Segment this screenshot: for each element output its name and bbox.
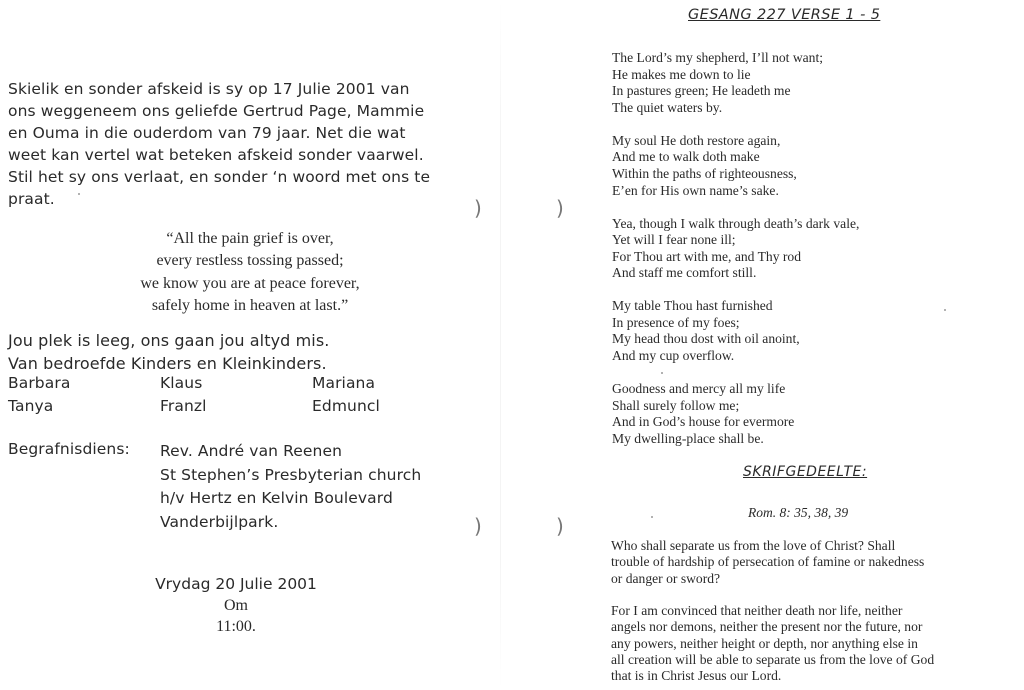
intro-line: weet kan vertel wat beteken afskeid sonder vaarwel. bbox=[8, 146, 424, 164]
scripture-reference: Rom. 8: 35, 38, 39 bbox=[748, 505, 849, 520]
service-line: St Stephen’s Presbyterian church bbox=[160, 465, 422, 484]
service-line: h/v Hertz en Kelvin Boulevard bbox=[160, 489, 393, 507]
intro-line: Skielik en sonder afskeid is sy op 17 Julie 2001 van bbox=[8, 80, 410, 98]
hymn-verse bbox=[612, 133, 859, 199]
hymn-verse bbox=[612, 216, 859, 282]
verse-line: My head thou dost with oil anoint, bbox=[612, 331, 800, 347]
family-name: Tanya bbox=[8, 397, 54, 415]
service-line: Vanderbijlpark. bbox=[160, 512, 279, 531]
verse-line: He makes me down to lie bbox=[612, 66, 751, 82]
verse-line: Shall surely follow me; bbox=[612, 397, 740, 413]
scripture-title: SKRIFGEDEELTE: bbox=[743, 464, 868, 480]
verse-line: My dwelling-place shall be. bbox=[612, 430, 764, 446]
poem-line: “All the pain grief is over, bbox=[166, 230, 334, 247]
scan-speck bbox=[661, 372, 663, 374]
passage-line: all creation will be able to separate us from the love of God bbox=[611, 651, 935, 667]
time-label: Om bbox=[224, 597, 248, 614]
binding-mark: ) bbox=[474, 514, 482, 538]
verse-line: And me to walk doth make bbox=[612, 149, 760, 165]
verse-line: Within the paths of righteousness, bbox=[612, 165, 797, 181]
verse-line: My table Thou hast furnished bbox=[612, 298, 773, 314]
hymn-verse bbox=[612, 381, 859, 447]
hymn-title: GESANG 227 VERSE 1 - 5 bbox=[688, 7, 881, 23]
verse-line: The quiet waters by. bbox=[612, 99, 723, 115]
verse-line: And in God’s house for evermore bbox=[612, 414, 795, 430]
service-date bbox=[118, 574, 354, 637]
family-name: Klaus bbox=[160, 374, 203, 392]
binding-mark: ) bbox=[556, 196, 564, 220]
verse-line: My soul He doth restore again, bbox=[612, 132, 781, 148]
intro-line: praat. bbox=[8, 190, 55, 208]
passage-line: angels nor demons, neither the present nor the future, nor bbox=[611, 619, 923, 635]
family-name: Mariana bbox=[312, 374, 376, 392]
passage-line: that is in Christ Jesus our Lord. bbox=[611, 668, 782, 684]
binding-mark: ) bbox=[474, 196, 482, 220]
memorial-poem bbox=[60, 228, 440, 317]
passage-line: Who shall separate us from the love of Christ? Shall bbox=[611, 538, 896, 553]
family-name: Franzl bbox=[160, 397, 207, 415]
intro-line: en Ouma in die ouderdom van 79 jaar. Net die wat bbox=[8, 124, 406, 142]
verse-line: For Thou art with me, and Thy rod bbox=[612, 248, 802, 264]
obituary-intro bbox=[8, 78, 458, 210]
verse-line: Goodness and mercy all my life bbox=[612, 381, 786, 397]
intro-line: ons weggeneem ons geliefde Gertrud Page, Mammie bbox=[8, 102, 425, 120]
verse-line: Yea, though I walk through death’s dark vale, bbox=[612, 215, 860, 231]
scan-speck bbox=[944, 309, 946, 311]
hymn-verse bbox=[612, 50, 859, 116]
scripture-passage bbox=[611, 603, 1023, 684]
passage-line: For I am convinced that neither death nor life, neither bbox=[611, 603, 903, 618]
closing-line: Jou plek is leeg, ons gaan jou altyd mis. bbox=[8, 331, 330, 350]
poem-line: every restless tossing passed; bbox=[156, 252, 344, 270]
verse-line: And staff me comfort still. bbox=[612, 265, 757, 281]
verse-line: E’en for His own name’s sake. bbox=[612, 182, 779, 198]
scan-speck bbox=[78, 193, 80, 195]
passage-line: any powers, neither height or depth, nor anything else in bbox=[611, 635, 918, 651]
date-line: Vrydag 20 Julie 2001 bbox=[155, 575, 317, 593]
verse-line: In presence of my foes; bbox=[612, 314, 740, 330]
passage-line: trouble of hardship of persecation of famine or nakedness bbox=[611, 554, 925, 570]
scan-speck bbox=[651, 516, 653, 518]
closing-line: Van bedroefde Kinders en Kleinkinders. bbox=[8, 354, 327, 373]
verse-line: And my cup overflow. bbox=[612, 348, 735, 364]
family-name: Barbara bbox=[8, 374, 71, 392]
family-name: Edmuncl bbox=[312, 397, 380, 415]
intro-line: Stil het sy ons verlaat, en sonder ‘n woord met ons te bbox=[8, 168, 431, 186]
service-line: Rev. André van Reenen bbox=[160, 442, 343, 460]
service-label: Begrafnisdiens: bbox=[8, 440, 130, 458]
time-value: 11:00. bbox=[216, 618, 256, 635]
passage-line: or danger or sword? bbox=[611, 570, 721, 586]
poem-line: we know you are at peace forever, bbox=[140, 274, 360, 292]
service-details bbox=[160, 440, 421, 534]
hymn-text bbox=[612, 50, 859, 464]
verse-line: The Lord’s my shepherd, I’ll not want; bbox=[612, 50, 824, 65]
scripture-passage bbox=[611, 538, 1023, 587]
poem-line: safely home in heaven at last.” bbox=[151, 296, 349, 314]
verse-line: Yet will I fear none ill; bbox=[612, 232, 736, 248]
verse-line: In pastures green; He leadeth me bbox=[612, 83, 791, 99]
closing-text bbox=[8, 329, 329, 375]
binding-mark: ) bbox=[556, 514, 564, 538]
hymn-verse bbox=[612, 298, 859, 364]
